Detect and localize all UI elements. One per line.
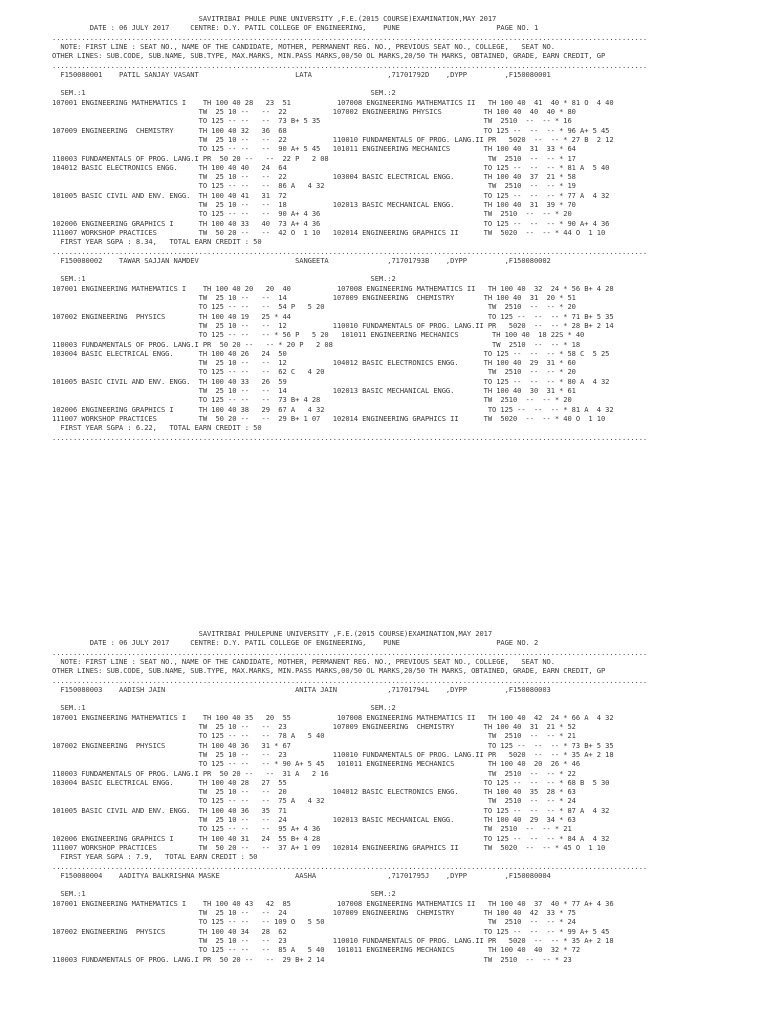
text-line: 107001 ENGINEERING MATHEMATICS I TH 100 40 35 20 55 107008 ENGINEERING MATHEMATICS II TH 100 40 42 24 * 66 A 4 32 [52, 712, 614, 722]
separator-line: .............................................................................................................................................. [52, 246, 648, 256]
text-line: DATE : 06 JULY 2017 CENTRE: D.Y. PATIL COLLEGE OF ENGINEERING, PUNE PAGE NO. 2 [52, 638, 539, 648]
text-line: TO 125 -- -- -- 90 A+ 4 36 TW 2510 -- -- * 20 [52, 209, 572, 219]
text-line: TW 25 10 -- -- 18 102013 BASIC MECHANICAL ENGG. TH 100 40 31 39 * 70 [52, 200, 576, 209]
text-line: OTHER LINES: SUB.CODE, SUB.NAME, SUB.TYPE, MAX.MARKS, MIN.PASS MARKS,00/50 OL MARKS,20/50 TH MARKS, OBTAINED, GRADE, EARN CREDIT, GP [52, 666, 606, 676]
text-line: TO 125 -- -- -- 86 A 4 32 TW 2510 -- -- * 19 [52, 181, 576, 191]
text-line: 111007 WORKSHOP PRACTICES TW 50 20 -- -- 37 A+ 1 09 102014 ENGINEERING GRAPHICS II TW 5020 -- -- * 45 O 1 10 [52, 842, 606, 852]
text-line: 102006 ENGINEERING GRAPHICS I TH 100 40 33 40 73 A+ 4 36 TO 125 -- -- -- * 90 A+ 4 36 [52, 218, 610, 228]
separator-line: .............................................................................................................................................. [52, 647, 648, 657]
text-line: 101005 BASIC CIVIL AND ENV. ENGG. TH 100 40 41 31 72 TO 125 -- -- -- * 77 A 4 32 [52, 190, 610, 200]
text-line: 102006 ENGINEERING GRAPHICS I TH 100 40 31 24 55 B+ 4 28 TO 125 -- -- -- * 84 A 4 32 [52, 833, 610, 843]
text-line: TW 25 10 -- -- 23 107009 ENGINEERING CHEMISTRY TH 100 40 31 21 * 52 [52, 722, 576, 731]
separator-line: .............................................................................................................................................. [52, 432, 648, 442]
text-line: 107001 ENGINEERING MATHEMATICS I TH 100 40 43 42 85 107008 ENGINEERING MATHEMATICS II TH 100 40 37 40 * 77 A+ 4 36 [52, 898, 614, 908]
text-line: TW 25 10 -- -- 24 107009 ENGINEERING CHEMISTRY TH 100 40 42 33 * 75 [52, 908, 576, 917]
text-line: 101005 BASIC CIVIL AND ENV. ENGG. TH 100 40 36 35 71 TO 125 -- -- -- * 87 A 4 32 [52, 805, 610, 815]
text-line: DATE : 06 JULY 2017 CENTRE: D.Y. PATIL COLLEGE OF ENGINEERING, PUNE PAGE NO. 1 [52, 23, 539, 33]
text-line: TW 25 10 -- -- 22 103004 BASIC ELECTRICAL ENGG. TH 100 40 37 21 * 58 [52, 172, 576, 182]
text-line: TW 25 10 -- -- 24 102013 BASIC MECHANICAL ENGG. TH 100 40 29 34 * 63 [52, 815, 576, 824]
text-line: F150080003 AADISH JAIN ANITA JAIN ,71701794L ,DYPP ,F150080003 [52, 684, 551, 694]
text-line: 107001 ENGINEERING MATHEMATICS I TH 100 40 20 20 40 107008 ENGINEERING MATHEMATICS II TH 100 40 32 24 * 56 B+ 4 28 [52, 283, 614, 293]
separator-line: .............................................................................................................................................. [52, 60, 648, 70]
text-line: 107002 ENGINEERING PHYSICS TH 100 40 19 25 * 44 TO 125 -- -- -- * 71 B+ 5 35 [52, 311, 614, 321]
text-line: TW 25 10 -- -- 23 110010 FUNDAMENTALS OF PROG. LANG.II PR 5020 -- -- * 35 A+ 2 18 [52, 749, 614, 759]
text-line: TW 25 10 -- -- 22 110010 FUNDAMENTALS OF PROG. LANG.II PR 5020 -- -- * 27 B 2 12 [52, 134, 614, 144]
text-line: 107009 ENGINEERING CHEMISTRY TH 100 40 32 36 68 TO 125 -- -- -- * 96 A+ 5 45 [52, 125, 610, 135]
text-line: 103004 BASIC ELECTRICAL ENGG. TH 100 40 26 24 50 TO 125 -- -- -- * 58 C 5 25 [52, 348, 610, 358]
text-line: OTHER LINES: SUB.CODE, SUB.NAME, SUB.TYPE, MAX.MARKS, MIN.PASS MARKS,00/50 OL MARKS,20/50 TH MARKS, OBTAINED, GRADE, EARN CREDIT, GP [52, 51, 606, 61]
text-line: TW 25 10 -- -- 20 104012 BASIC ELECTRONICS ENGG. TH 100 40 35 28 * 63 [52, 787, 576, 797]
text-line: TO 125 -- -- -- 73 B+ 5 35 TW 2510 -- -- * 16 [52, 116, 572, 126]
text-line: F150080004 AADITYA BALKRISHNA MASKE AASHA ,71701795J ,DYPP ,F150080004 [52, 870, 551, 880]
text-line: TW 25 10 -- -- 12 110010 FUNDAMENTALS OF PROG. LANG.II PR 5020 -- -- * 28 B+ 2 14 [52, 320, 614, 330]
text-line: 107002 ENGINEERING PHYSICS TH 100 40 36 31 * 67 TO 125 -- -- -- * 73 B+ 5 35 [52, 740, 614, 750]
text-line: 107002 ENGINEERING PHYSICS TH 100 40 34 28 62 TO 125 -- -- -- * 99 A+ 5 45 [52, 926, 610, 936]
text-line: TO 125 -- -- -- 75 A 4 32 TW 2510 -- -- * 24 [52, 796, 576, 806]
text-line: SEM.:1 SEM.:2 [52, 274, 396, 284]
text-line: F150080001 PATIL SANJAY VASANT LATA ,71701792D ,DYPP ,F150080001 [52, 69, 551, 79]
text-line: SAVITRIBAI PHULE PUNE UNIVERSITY ,F.E.(2015 COURSE)EXAMINATION,MAY 2017 [52, 14, 497, 23]
text-line: TO 125 -- -- -- 54 P 5 20 TW 2510 -- -- * 20 [52, 302, 576, 312]
text-line: SEM.:1 SEM.:2 [52, 88, 396, 98]
separator-line: .............................................................................................................................................. [52, 32, 648, 42]
text-line: 107001 ENGINEERING MATHEMATICS I TH 100 40 28 23 51 107008 ENGINEERING MATHEMATICS II TH 100 40 41 40 * 81 O 4 40 [52, 97, 614, 107]
text-line: SEM.:1 SEM.:2 [52, 703, 396, 713]
separator-line: .............................................................................................................................................. [52, 861, 648, 871]
text-line: 110003 FUNDAMENTALS OF PROG. LANG.I PR 50 20 -- -- * 20 P 2 08 TW 2510 -- -- * 18 [52, 339, 581, 349]
text-line: 110003 FUNDAMENTALS OF PROG. LANG.I PR 50 20 -- -- 31 A 2 16 TW 2510 -- -- * 22 [52, 768, 576, 778]
text-line: F150080002 TAWAR SAJJAN NAMDEV SANGEETA ,71701793B ,DYPP ,F150080002 [52, 255, 551, 265]
text-line: 103004 BASIC ELECTRICAL ENGG. TH 100 40 28 27 55 TO 125 -- -- -- * 68 B 5 30 [52, 777, 610, 787]
text-line: TW 25 10 -- -- 14 107009 ENGINEERING CHEMISTRY TH 100 40 31 20 * 51 [52, 293, 576, 302]
text-line: TO 125 -- -- -- * 90 A+ 5 45 101011 ENGINEERING MECHANICS TH 100 40 20 26 * 46 [52, 759, 581, 769]
text-line: 111007 WORKSHOP PRACTICES TW 50 20 -- -- 29 B+ 1 07 102014 ENGINEERING GRAPHICS II TW 5020 -- -- * 40 O 1 10 [52, 413, 606, 423]
text-line: TO 125 -- -- -- 78 A 5 40 TW 2510 -- -- * 21 [52, 731, 576, 741]
text-line: NOTE: FIRST LINE : SEAT NO., NAME OF THE CANDIDATE, MOTHER, PERMANENT REG. NO., PREVIOUS SEAT NO., COLLEGE, SEAT NO. [52, 41, 555, 51]
text-line: FIRST YEAR SGPA : 7.9, TOTAL EARN CREDIT : 50 [52, 852, 258, 862]
text-line: TW 25 10 -- -- 12 104012 BASIC ELECTRONICS ENGG. TH 100 40 29 31 * 60 [52, 358, 576, 368]
text-line: 101005 BASIC CIVIL AND ENV. ENGG. TH 100 40 33 26 59 TO 125 -- -- -- * 80 A 4 32 [52, 376, 610, 386]
text-line: 111007 WORKSHOP PRACTICES TW 50 20 -- -- 42 O 1 10 102014 ENGINEERING GRAPHICS II TW 5020 -- -- * 44 O 1 10 [52, 227, 606, 237]
text-line: TO 125 -- -- -- 73 B+ 4 28 TW 2510 -- -- * 20 [52, 395, 572, 405]
text-line: TW 25 10 -- -- 14 102013 BASIC MECHANICAL ENGG. TH 100 40 30 31 * 61 [52, 386, 576, 395]
text-line: TO 125 -- -- -- 90 A+ 5 45 101011 ENGINEERING MECHANICS TH 100 40 31 33 * 64 [52, 144, 576, 154]
text-line: TW 25 10 -- -- 22 107002 ENGINEERING PHYSICS TH 100 40 40 40 * 80 [52, 107, 576, 116]
text-line: FIRST YEAR SGPA : 8.34, TOTAL EARN CREDIT : 50 [52, 237, 262, 247]
text-line: FIRST YEAR SGPA : 6.22, TOTAL EARN CREDIT : 50 [52, 423, 262, 433]
text-line: NOTE: FIRST LINE : SEAT NO., NAME OF THE CANDIDATE, MOTHER, PERMANENT REG. NO., PREVIOUS SEAT NO., COLLEGE, SEAT NO. [52, 656, 555, 666]
text-line: TO 125 -- -- -- 109 O 5 50 TW 2510 -- -- * 24 [52, 917, 576, 927]
text-line: TO 125 -- -- -- 62 C 4 20 TW 2510 -- -- * 20 [52, 367, 576, 377]
text-line: 110003 FUNDAMENTALS OF PROG. LANG.I PR 50 20 -- -- 22 P 2 08 TW 2510 -- -- * 17 [52, 153, 576, 163]
text-line: TW 25 10 -- -- 23 110010 FUNDAMENTALS OF PROG. LANG.II PR 5020 -- -- * 35 A+ 2 18 [52, 935, 614, 945]
text-line: SEM.:1 SEM.:2 [52, 889, 396, 899]
text-line: 102006 ENGINEERING GRAPHICS I TH 100 40 38 29 67 A 4 32 TO 125 -- -- -- * 81 A 4 32 [52, 404, 614, 414]
text-line: SAVITRIBAI PHULEPUNE UNIVERSITY ,F.E.(2015 COURSE)EXAMINATION,MAY 2017 [52, 629, 493, 638]
text-line: 110003 FUNDAMENTALS OF PROG. LANG.I PR 50 20 -- -- 29 B+ 2 14 TW 2510 -- -- * 23 [52, 954, 572, 964]
text-line: TO 125 -- -- -- * 56 P 5 20 101011 ENGINEERING MECHANICS TH 100 40 18 22S * 40 [52, 330, 585, 340]
text-line: 104012 BASIC ELECTRONICS ENGG. TH 100 40 40 24 64 TO 125 -- -- -- * 81 A 5 40 [52, 162, 610, 172]
text-line: TO 125 -- -- -- 95 A+ 4 36 TW 2510 -- -- * 21 [52, 824, 572, 834]
text-line: TO 125 -- -- -- 85 A 5 40 101011 ENGINEERING MECHANICS TH 100 40 40 32 * 72 [52, 945, 581, 955]
separator-line: .............................................................................................................................................. [52, 675, 648, 685]
